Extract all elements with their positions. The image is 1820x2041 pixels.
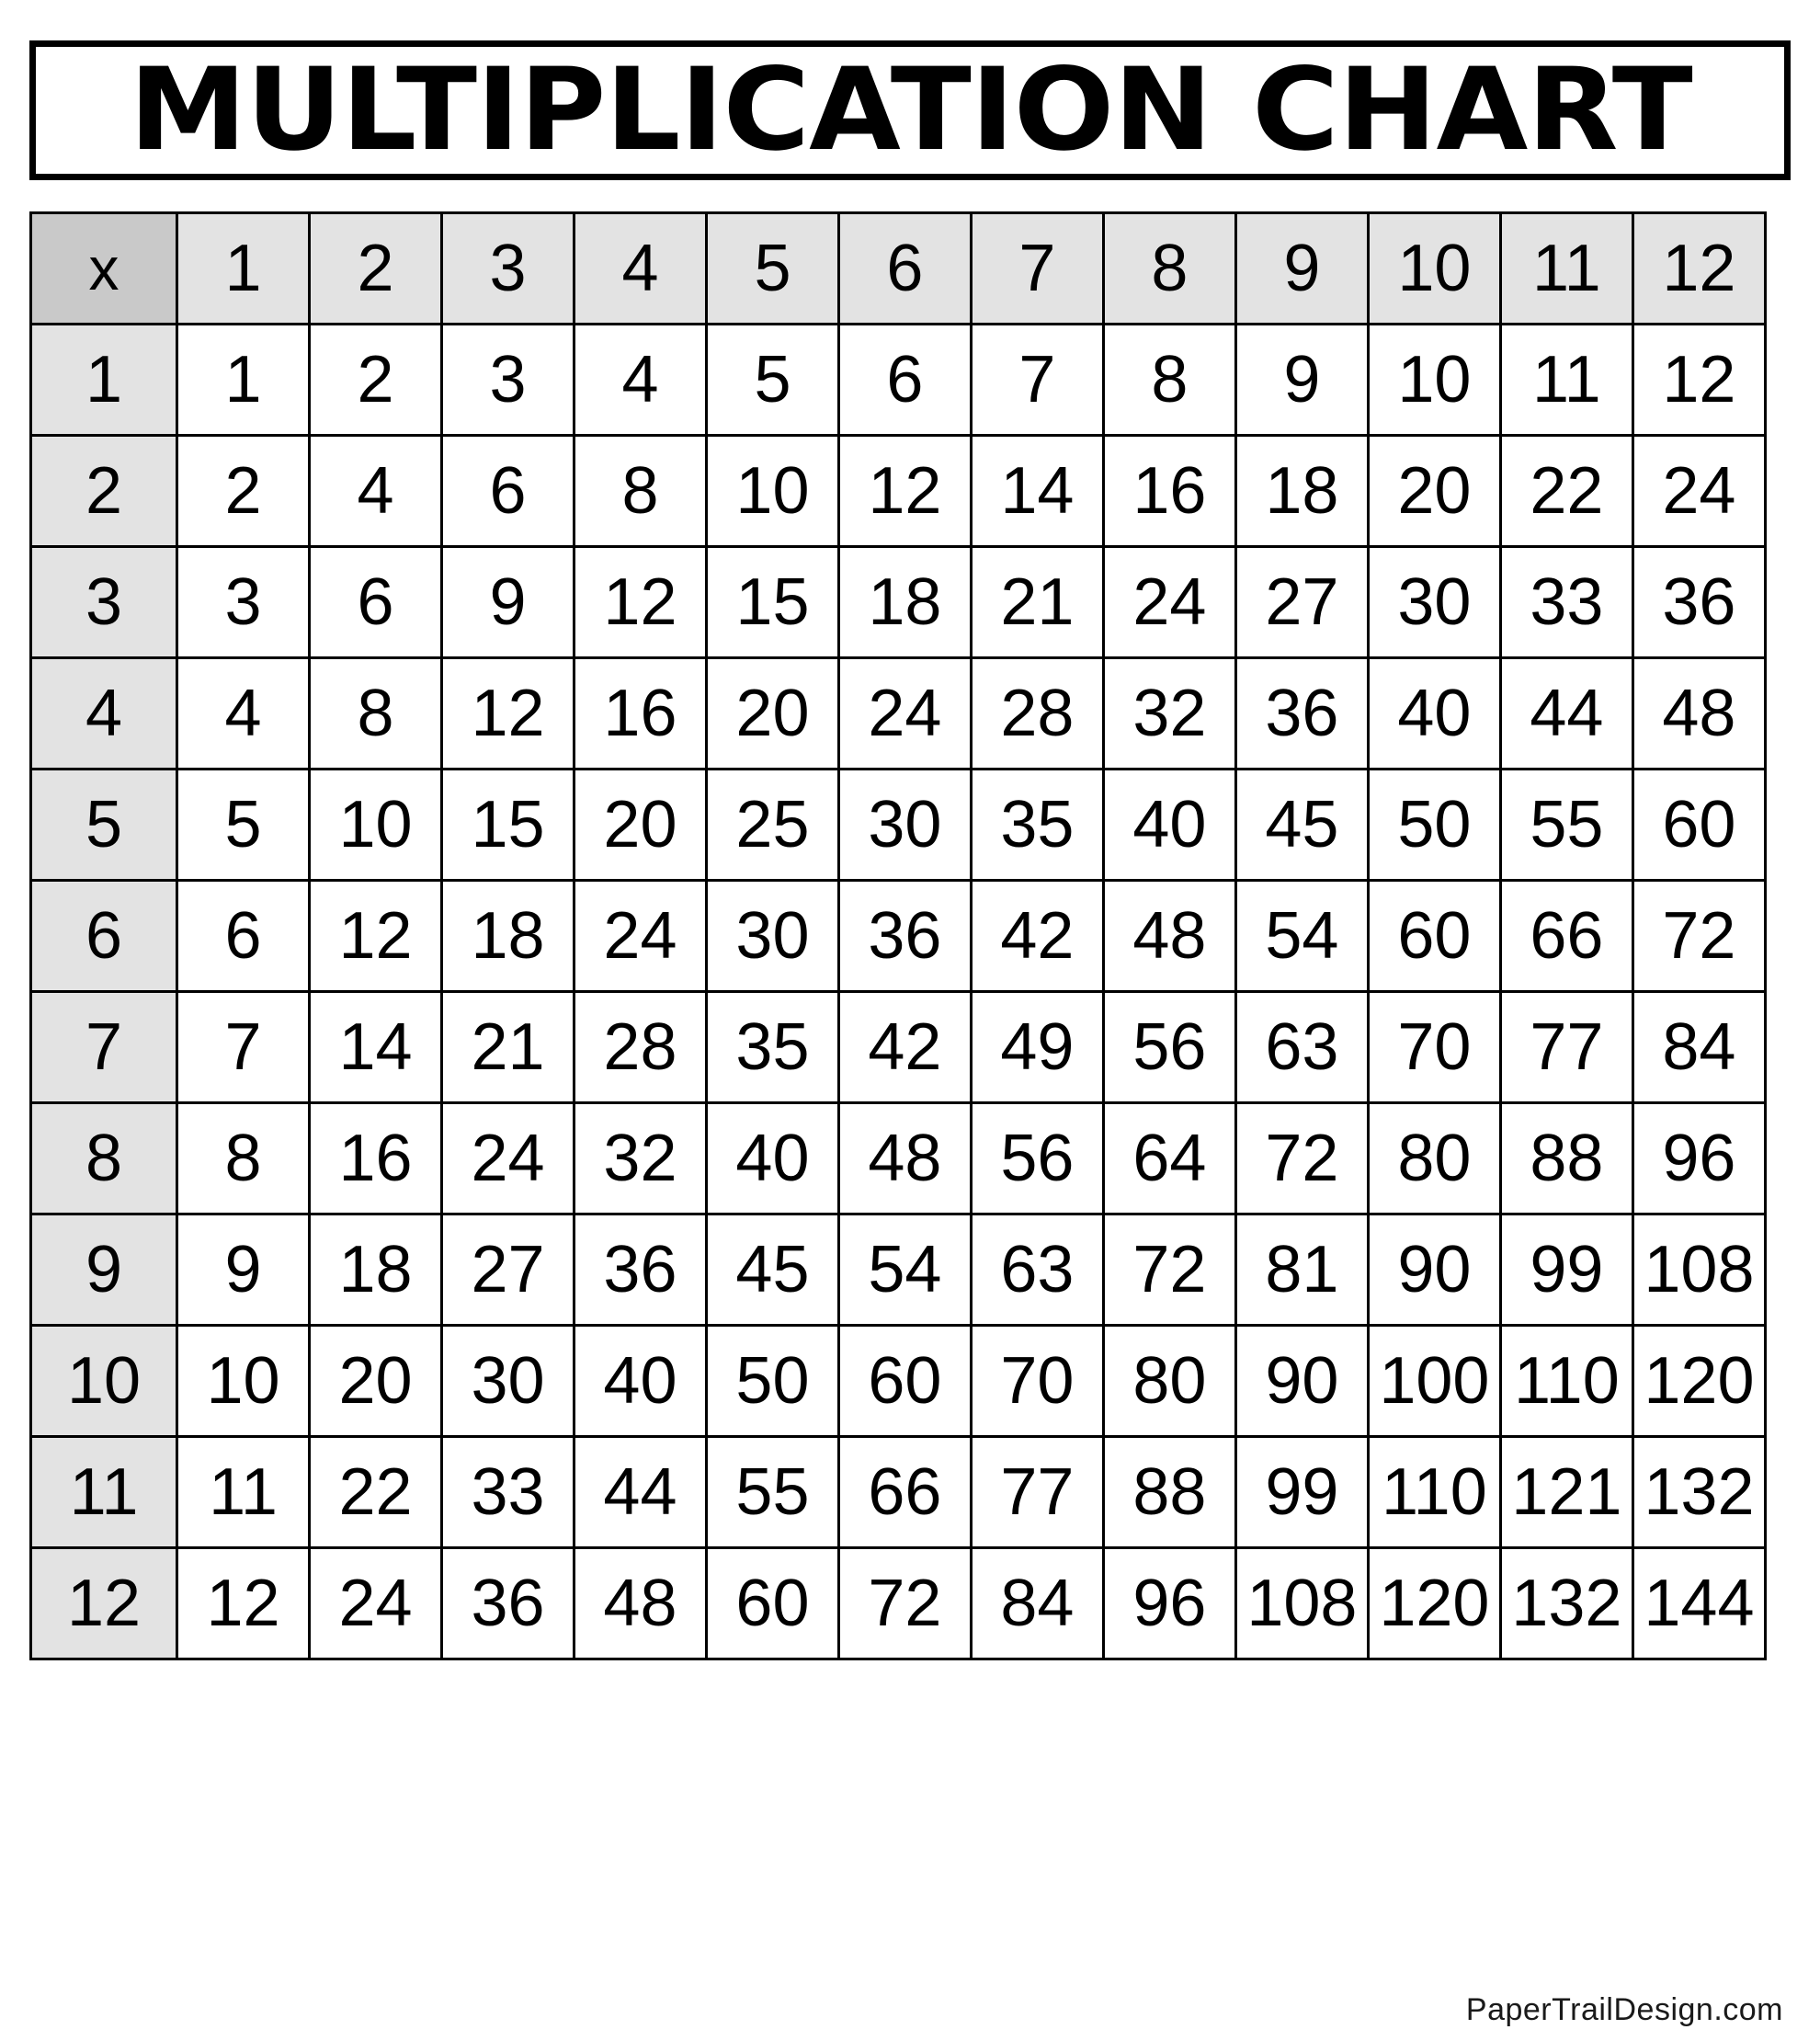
- table-row: [31, 547, 1766, 658]
- column-header: 5: [706, 213, 838, 325]
- table-cell: 50: [1368, 770, 1500, 881]
- table-cell: 120: [1368, 1548, 1500, 1659]
- table-cell: 14: [310, 992, 442, 1103]
- row-header: 7: [31, 992, 177, 1103]
- table-cell: 15: [442, 770, 574, 881]
- table-cell: 7: [971, 325, 1103, 436]
- table-cell: 9: [177, 1214, 310, 1326]
- table-cell: 11: [1500, 325, 1632, 436]
- table-cell: 90: [1235, 1326, 1368, 1437]
- table-cell: 8: [1103, 325, 1235, 436]
- row-header: 5: [31, 770, 177, 881]
- multiplication-table: [29, 211, 1767, 1660]
- row-header: 10: [31, 1326, 177, 1437]
- table-cell: 42: [838, 992, 971, 1103]
- table-cell: 11: [177, 1437, 310, 1548]
- row-header: 6: [31, 881, 177, 992]
- column-header: 3: [442, 213, 574, 325]
- table-cell: 9: [1235, 325, 1368, 436]
- table-row: [31, 992, 1766, 1103]
- table-cell: 20: [310, 1326, 442, 1437]
- table-cell: 42: [971, 881, 1103, 992]
- table-cell: 81: [1235, 1214, 1368, 1326]
- table-header: [31, 213, 1766, 325]
- table-cell: 72: [838, 1548, 971, 1659]
- column-header: 11: [1500, 213, 1632, 325]
- table-cell: 27: [1235, 547, 1368, 658]
- column-header: 2: [310, 213, 442, 325]
- row-header: 9: [31, 1214, 177, 1326]
- table-cell: 36: [442, 1548, 574, 1659]
- table-cell: 144: [1632, 1548, 1765, 1659]
- table-cell: 12: [442, 658, 574, 770]
- row-header: 4: [31, 658, 177, 770]
- table-cell: 40: [1103, 770, 1235, 881]
- table-cell: 64: [1103, 1103, 1235, 1214]
- table-cell: 16: [1103, 436, 1235, 547]
- table-cell: 88: [1103, 1437, 1235, 1548]
- table-cell: 30: [1368, 547, 1500, 658]
- table-cell: 48: [838, 1103, 971, 1214]
- table-cell: 3: [177, 547, 310, 658]
- table-cell: 30: [706, 881, 838, 992]
- table-cell: 60: [1632, 770, 1765, 881]
- table-cell: 56: [971, 1103, 1103, 1214]
- table-cell: 2: [310, 325, 442, 436]
- column-header: 12: [1632, 213, 1765, 325]
- table-cell: 21: [971, 547, 1103, 658]
- table-cell: 24: [1103, 547, 1235, 658]
- table-cell: 10: [706, 436, 838, 547]
- table-cell: 84: [1632, 992, 1765, 1103]
- table-row: [31, 1548, 1766, 1659]
- table-cell: 2: [177, 436, 310, 547]
- table-cell: 99: [1235, 1437, 1368, 1548]
- column-header: 6: [838, 213, 971, 325]
- column-header: 8: [1103, 213, 1235, 325]
- table-cell: 44: [574, 1437, 706, 1548]
- chart-container: [29, 211, 1791, 1660]
- table-cell: 18: [1235, 436, 1368, 547]
- table-cell: 70: [971, 1326, 1103, 1437]
- row-header: 2: [31, 436, 177, 547]
- table-cell: 77: [971, 1437, 1103, 1548]
- table-cell: 36: [1235, 658, 1368, 770]
- row-header: 11: [31, 1437, 177, 1548]
- table-cell: 20: [1368, 436, 1500, 547]
- table-cell: 54: [1235, 881, 1368, 992]
- table-cell: 12: [1632, 325, 1765, 436]
- corner-operator-cell: x: [31, 213, 177, 325]
- table-cell: 80: [1368, 1103, 1500, 1214]
- source-credit: PaperTrailDesign.com: [1465, 1992, 1783, 2027]
- table-cell: 12: [574, 547, 706, 658]
- table-cell: 63: [971, 1214, 1103, 1326]
- table-cell: 18: [442, 881, 574, 992]
- table-cell: 72: [1235, 1103, 1368, 1214]
- table-cell: 132: [1632, 1437, 1765, 1548]
- table-cell: 1: [177, 325, 310, 436]
- table-cell: 48: [574, 1548, 706, 1659]
- table-cell: 10: [1368, 325, 1500, 436]
- table-row: [31, 1437, 1766, 1548]
- table-row: [31, 1326, 1766, 1437]
- page-title: MULTIPLICATION CHART: [128, 44, 1692, 177]
- table-cell: 60: [838, 1326, 971, 1437]
- table-cell: 33: [442, 1437, 574, 1548]
- row-header: 8: [31, 1103, 177, 1214]
- table-cell: 121: [1500, 1437, 1632, 1548]
- table-cell: 56: [1103, 992, 1235, 1103]
- table-cell: 12: [177, 1548, 310, 1659]
- table-cell: 45: [706, 1214, 838, 1326]
- table-cell: 22: [310, 1437, 442, 1548]
- table-cell: 30: [838, 770, 971, 881]
- table-row: [31, 770, 1766, 881]
- table-cell: 110: [1368, 1437, 1500, 1548]
- row-header: 3: [31, 547, 177, 658]
- table-cell: 60: [1368, 881, 1500, 992]
- table-cell: 18: [310, 1214, 442, 1326]
- table-row: [31, 325, 1766, 436]
- table-cell: 45: [1235, 770, 1368, 881]
- table-cell: 55: [706, 1437, 838, 1548]
- table-cell: 16: [310, 1103, 442, 1214]
- table-cell: 24: [1632, 436, 1765, 547]
- table-cell: 40: [1368, 658, 1500, 770]
- row-header: 12: [31, 1548, 177, 1659]
- table-cell: 70: [1368, 992, 1500, 1103]
- table-cell: 5: [706, 325, 838, 436]
- table-cell: 88: [1500, 1103, 1632, 1214]
- table-cell: 10: [310, 770, 442, 881]
- table-cell: 7: [177, 992, 310, 1103]
- table-cell: 35: [971, 770, 1103, 881]
- table-cell: 132: [1500, 1548, 1632, 1659]
- row-header: 1: [31, 325, 177, 436]
- table-cell: 99: [1500, 1214, 1632, 1326]
- table-cell: 16: [574, 658, 706, 770]
- table-cell: 110: [1500, 1326, 1632, 1437]
- table-row: [31, 1103, 1766, 1214]
- table-cell: 24: [442, 1103, 574, 1214]
- title-box: [29, 40, 1791, 180]
- table-cell: 28: [574, 992, 706, 1103]
- table-cell: 6: [442, 436, 574, 547]
- table-cell: 120: [1632, 1326, 1765, 1437]
- table-cell: 14: [971, 436, 1103, 547]
- table-cell: 108: [1632, 1214, 1765, 1326]
- table-cell: 6: [838, 325, 971, 436]
- table-cell: 44: [1500, 658, 1632, 770]
- table-cell: 96: [1632, 1103, 1765, 1214]
- table-cell: 4: [574, 325, 706, 436]
- table-cell: 15: [706, 547, 838, 658]
- table-cell: 25: [706, 770, 838, 881]
- table-cell: 33: [1500, 547, 1632, 658]
- table-cell: 5: [177, 770, 310, 881]
- table-cell: 84: [971, 1548, 1103, 1659]
- table-cell: 35: [706, 992, 838, 1103]
- table-cell: 28: [971, 658, 1103, 770]
- table-body: [31, 325, 1766, 1659]
- table-cell: 36: [1632, 547, 1765, 658]
- table-cell: 108: [1235, 1548, 1368, 1659]
- table-cell: 8: [310, 658, 442, 770]
- table-cell: 48: [1103, 881, 1235, 992]
- table-cell: 66: [838, 1437, 971, 1548]
- table-cell: 40: [706, 1103, 838, 1214]
- table-cell: 6: [177, 881, 310, 992]
- table-cell: 22: [1500, 436, 1632, 547]
- table-cell: 18: [838, 547, 971, 658]
- header-row: [31, 213, 1766, 325]
- table-cell: 36: [838, 881, 971, 992]
- table-cell: 24: [838, 658, 971, 770]
- table-cell: 8: [574, 436, 706, 547]
- table-cell: 72: [1632, 881, 1765, 992]
- table-cell: 32: [574, 1103, 706, 1214]
- column-header: 1: [177, 213, 310, 325]
- table-row: [31, 881, 1766, 992]
- table-cell: 77: [1500, 992, 1632, 1103]
- table-cell: 4: [177, 658, 310, 770]
- table-cell: 80: [1103, 1326, 1235, 1437]
- table-cell: 10: [177, 1326, 310, 1437]
- table-cell: 24: [310, 1548, 442, 1659]
- table-cell: 12: [310, 881, 442, 992]
- table-cell: 90: [1368, 1214, 1500, 1326]
- column-header: 10: [1368, 213, 1500, 325]
- column-header: 9: [1235, 213, 1368, 325]
- column-header: 7: [971, 213, 1103, 325]
- table-cell: 3: [442, 325, 574, 436]
- table-cell: 55: [1500, 770, 1632, 881]
- table-cell: 96: [1103, 1548, 1235, 1659]
- table-cell: 21: [442, 992, 574, 1103]
- table-cell: 20: [574, 770, 706, 881]
- table-row: [31, 1214, 1766, 1326]
- table-cell: 30: [442, 1326, 574, 1437]
- table-cell: 9: [442, 547, 574, 658]
- column-header: 4: [574, 213, 706, 325]
- table-cell: 54: [838, 1214, 971, 1326]
- table-row: [31, 658, 1766, 770]
- table-cell: 72: [1103, 1214, 1235, 1326]
- table-cell: 24: [574, 881, 706, 992]
- table-cell: 12: [838, 436, 971, 547]
- table-cell: 20: [706, 658, 838, 770]
- table-cell: 4: [310, 436, 442, 547]
- table-cell: 8: [177, 1103, 310, 1214]
- table-cell: 6: [310, 547, 442, 658]
- table-cell: 66: [1500, 881, 1632, 992]
- table-cell: 49: [971, 992, 1103, 1103]
- table-cell: 36: [574, 1214, 706, 1326]
- table-cell: 48: [1632, 658, 1765, 770]
- table-row: [31, 436, 1766, 547]
- table-cell: 60: [706, 1548, 838, 1659]
- table-cell: 63: [1235, 992, 1368, 1103]
- table-cell: 50: [706, 1326, 838, 1437]
- table-cell: 27: [442, 1214, 574, 1326]
- table-cell: 100: [1368, 1326, 1500, 1437]
- table-cell: 32: [1103, 658, 1235, 770]
- table-cell: 40: [574, 1326, 706, 1437]
